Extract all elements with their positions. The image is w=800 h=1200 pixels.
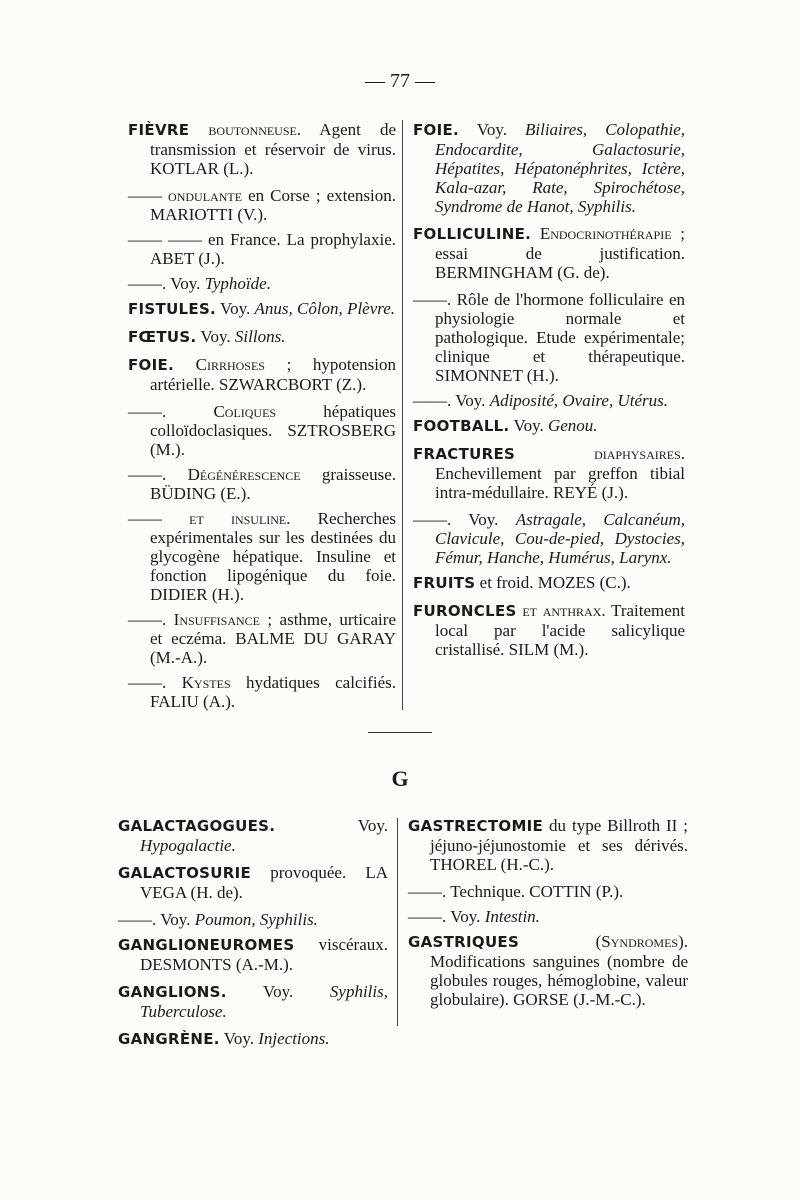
- entry-heading: FISTULES.: [128, 300, 217, 318]
- entry-crossref: Poumon, Syphilis.: [194, 910, 318, 929]
- entry-heading: GANGRÈNE.: [118, 1030, 220, 1048]
- index-subentry: [128, 509, 396, 604]
- entry-text: du type Billroth II ; jéjuno-jéjunostomie et ses dérivés. THOREL (H.-C.).: [430, 816, 688, 874]
- entry-heading: FOLLICULINE.: [413, 225, 532, 243]
- entry-heading: GASTRECTOMIE: [408, 817, 544, 835]
- entry-text: en Corse ; extension. MARIOTTI (V.).: [150, 186, 396, 224]
- entry-dash: ——. Voy.: [128, 274, 201, 293]
- index-entry: [128, 327, 396, 347]
- entry-dash: —— ——: [128, 230, 203, 249]
- column-upper-right: [413, 120, 685, 667]
- entry-heading: FŒTUS.: [128, 328, 197, 346]
- entry-heading: FRACTURES: [413, 445, 516, 463]
- entry-subject: et anthrax.: [522, 601, 606, 620]
- entry-heading: GALACTOSURIE: [118, 864, 252, 882]
- entry-text: viscéraux. DESMONTS (A.-M.).: [140, 935, 388, 974]
- entry-dash: ——: [128, 509, 162, 528]
- entry-dash: ——.: [128, 610, 167, 629]
- entry-text: Agent de transmission et réservoir de virus. KOTLAR (L.).: [150, 120, 397, 178]
- index-subentry: [408, 907, 688, 926]
- entry-voy: Voy.: [200, 327, 231, 346]
- index-subentry: [128, 610, 396, 667]
- entry-voy: Voy.: [476, 120, 507, 139]
- entry-text: Modifications sanguines (nombre de globules rouges, hémoglobine, valeur globulaire). GORSE (J.-M.-C.).: [430, 952, 688, 1009]
- entry-text: en France. La prophylaxie. ABET (J.).: [150, 230, 396, 268]
- entry-dash: ——. Voy.: [413, 391, 486, 410]
- index-subentry: [128, 673, 396, 711]
- index-subentry: [128, 274, 396, 293]
- page-number: — 77 —: [365, 70, 435, 92]
- entry-text: Enchevillement par greffon tibial intra-médullaire. REYÉ (J.).: [435, 464, 685, 502]
- index-entry: [128, 355, 396, 394]
- entry-crossref: Intestin.: [484, 907, 540, 926]
- entry-dash: ——. Voy.: [118, 910, 191, 929]
- index-subentry: [413, 510, 685, 567]
- entry-heading: FURONCLES: [413, 602, 517, 620]
- index-subentry: [128, 186, 396, 224]
- entry-crossref: Injections.: [258, 1029, 330, 1048]
- entry-text: hydatiques calcifiés. FALIU (A.).: [150, 673, 396, 711]
- index-entry: [118, 1029, 388, 1049]
- entry-dash: ——.: [128, 673, 167, 692]
- entry-voy: Voy.: [223, 1029, 254, 1048]
- entry-subject: Cirrhoses: [195, 355, 265, 374]
- index-entry: [413, 224, 685, 282]
- index-entry: [118, 816, 388, 855]
- index-entry: [413, 120, 685, 216]
- entry-dash: ——.: [128, 402, 167, 421]
- entry-dash: ——.: [128, 465, 167, 484]
- entry-text: Recherches expérimentales sur les destinées du glycogène hépatique. Insuline et fonction lipogénique du foie. DIDIER (H.).: [150, 509, 396, 604]
- column-lower-left: [118, 816, 388, 1057]
- entry-crossref: Genou.: [547, 416, 598, 435]
- index-entry: [413, 416, 685, 436]
- entry-crossref: Syphilis, Tuberculose.: [140, 982, 388, 1021]
- entry-heading: FOIE.: [128, 356, 175, 374]
- section-letter: G: [391, 766, 409, 791]
- entry-text: provoquée. LA VEGA (H. de).: [140, 863, 388, 902]
- index-subentry: [128, 402, 396, 459]
- entry-dash: ——.: [413, 290, 452, 309]
- entry-text: Technique. COTTIN (P.).: [450, 882, 624, 901]
- entry-heading: FIÈVRE: [128, 121, 190, 139]
- entry-voy: Voy.: [263, 982, 294, 1001]
- index-subentry: [128, 230, 396, 268]
- entry-crossref: Astragale, Calcanéum, Clavicule, Cou-de-pied, Dystocies, Fémur, Hanche, Humérus, Larynx.: [435, 510, 685, 567]
- entry-crossref: Typhoïde.: [204, 274, 271, 293]
- entry-text: hépatiques colloïdoclasiques. SZTROSBERG (M.).: [150, 402, 396, 459]
- entry-heading: GASTRIQUES: [408, 933, 520, 951]
- entry-subject: diaphysaires.: [594, 444, 685, 463]
- index-entry: [118, 863, 388, 902]
- entry-text: Rôle de l'hormone folliculaire en physiologie normale et pathologique. Etude expérimentale; clinique et thérapeutique. SIMONNET (H.).: [435, 290, 685, 385]
- entry-crossref: Anus, Côlon, Plèvre.: [254, 299, 396, 318]
- entry-crossref: Hypogalactie.: [140, 836, 236, 855]
- entry-subject: (Syndromes).: [595, 932, 688, 951]
- entry-subject: et insuline.: [189, 509, 291, 528]
- index-subentry: [118, 910, 388, 929]
- index-entry: [408, 932, 688, 1009]
- entry-dash: ——.: [408, 882, 447, 901]
- entry-crossref: Adiposité, Ovaire, Utérus.: [489, 391, 669, 410]
- entry-heading: FOOTBALL.: [413, 417, 510, 435]
- index-entry: [118, 935, 388, 974]
- index-subentry: [413, 391, 685, 410]
- entry-voy: Voy.: [513, 416, 544, 435]
- entry-voy: Voy.: [357, 816, 388, 835]
- index-subentry: [128, 465, 396, 503]
- entry-subject: ondulante: [168, 186, 243, 205]
- index-subentry: [413, 290, 685, 385]
- entry-subject: Endocrinothérapie: [539, 224, 672, 243]
- entry-subject: Kystes: [181, 673, 231, 692]
- index-entry: [413, 601, 685, 659]
- entry-voy: Voy.: [220, 299, 251, 318]
- index-entry: [128, 299, 396, 319]
- entry-text: graisseuse. BÜDING (E.).: [150, 465, 397, 503]
- entry-dash: ——. Voy.: [413, 510, 499, 529]
- entry-heading: GALACTAGOGUES.: [118, 817, 276, 835]
- index-subentry: [408, 882, 688, 901]
- entry-subject: Coliques: [213, 402, 277, 421]
- index-entry: [128, 120, 396, 178]
- index-entry: [118, 982, 388, 1021]
- entry-subject: boutonneuse.: [208, 120, 302, 139]
- entry-text: ; essai de justification. BERMINGHAM (G. de).: [435, 224, 686, 282]
- column-divider-bottom: [397, 818, 398, 1026]
- entry-heading: GANGLIONEUROMES: [118, 936, 295, 954]
- entry-crossref: Biliaires, Colopathie, Endocardite, Galactosurie, Hépatites, Hépatonéphrites, Ictère, Kala-azar, Rate, Spirochétose, Syndrome de Hanot, Syphilis.: [435, 120, 685, 216]
- column-lower-right: [408, 816, 688, 1017]
- index-entry: [413, 573, 685, 593]
- entry-crossref: Sillons.: [234, 327, 286, 346]
- entry-dash: ——: [128, 186, 162, 205]
- entry-text: et froid. MOZES (C.).: [479, 573, 631, 592]
- entry-dash: ——. Voy.: [408, 907, 481, 926]
- entry-text: ; asthme, urticaire et eczéma. BALME DU GARAY (M.-A.).: [150, 610, 396, 667]
- column-divider-top: [402, 120, 403, 710]
- entry-subject: Dégénérescence: [187, 465, 301, 484]
- column-upper-left: [128, 120, 396, 717]
- entry-text: Traitement local par l'acide salicylique cristallisé. SILM (M.).: [435, 601, 686, 659]
- entry-heading: FRUITS: [413, 574, 476, 592]
- entry-heading: FOIE.: [413, 121, 460, 139]
- section-separator: [368, 732, 432, 733]
- entry-heading: GANGLIONS.: [118, 983, 227, 1001]
- index-entry: [413, 444, 685, 502]
- entry-subject: Insuffisance: [173, 610, 261, 629]
- index-entry: [408, 816, 688, 874]
- entry-text: ; hypotension artérielle. SZWARCBORT (Z.).: [150, 355, 396, 394]
